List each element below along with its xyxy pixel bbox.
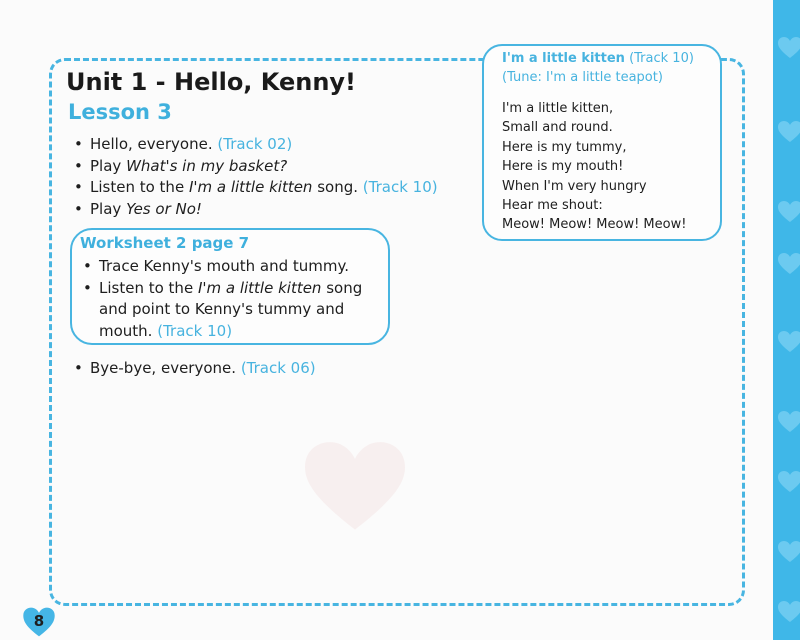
activity-item xyxy=(73,177,473,199)
activity-text: Play xyxy=(90,199,127,218)
heart-icon xyxy=(777,470,800,494)
heart-icon xyxy=(777,600,800,624)
lyric-line: I'm a little kitten, xyxy=(502,101,614,116)
heart-icon xyxy=(777,540,800,564)
activity-item xyxy=(73,358,473,380)
activity-text: Listen to the xyxy=(90,178,189,196)
edge-strip xyxy=(773,0,800,640)
lyric-line: When I'm very hungry xyxy=(502,178,647,194)
worksheet-title: Worksheet 2 page 7 xyxy=(80,234,250,252)
activity-text: Play xyxy=(90,156,127,175)
track-reference: (Track 06) xyxy=(240,359,316,377)
activity-item xyxy=(73,156,473,178)
activity-item xyxy=(73,134,473,156)
lyric-line: Small and round. xyxy=(502,120,613,136)
song-tune: (Tune: I'm a little teapot) xyxy=(502,70,663,85)
activity-text: song. xyxy=(312,178,359,196)
closing-list xyxy=(73,358,473,380)
heart-icon xyxy=(777,36,800,60)
heart-icon xyxy=(777,120,800,144)
lyric-line: Here is my tummy, xyxy=(502,139,627,155)
worksheet-text: Listen to the xyxy=(99,278,198,297)
page-number: 8 xyxy=(33,612,45,630)
activity-italic: What's in my basket? xyxy=(126,156,288,175)
track-reference: (Track 10) xyxy=(157,321,233,340)
track-reference: (Track 02) xyxy=(217,135,293,153)
activity-item xyxy=(73,199,473,221)
song-heading xyxy=(502,51,694,66)
worksheet-text: song and point to Kenny's tummy and mouth. xyxy=(99,278,363,340)
song-track: (Track 10) xyxy=(629,51,694,66)
worksheet-box xyxy=(70,228,390,345)
lyric-line: Here is my mouth! xyxy=(502,159,624,175)
heart-icon xyxy=(777,410,800,434)
lesson-title: Lesson 3 xyxy=(68,100,172,124)
song-box xyxy=(482,44,722,241)
song-title: I'm a little kitten xyxy=(502,51,625,66)
track-reference: (Track 10) xyxy=(362,178,438,196)
heart-icon xyxy=(777,330,800,354)
heart-icon xyxy=(777,252,800,276)
activity-text: Hello, everyone. xyxy=(90,135,213,153)
activity-italic: I'm a little kitten xyxy=(188,178,313,196)
heart-icon xyxy=(777,200,800,224)
worksheet-text: Trace Kenny's mouth and tummy. xyxy=(99,257,350,275)
activity-italic: Yes or No! xyxy=(126,199,202,218)
lyric-line: Hear me shout: xyxy=(502,198,603,214)
worksheet-list xyxy=(82,256,382,342)
worksheet-italic: I'm a little kitten xyxy=(197,278,322,297)
activity-text: Bye-bye, everyone. xyxy=(90,359,237,377)
song-lyrics xyxy=(502,99,686,235)
unit-title: Unit 1 - Hello, Kenny! xyxy=(66,68,356,96)
worksheet-item xyxy=(82,256,382,278)
worksheet-item xyxy=(82,278,382,343)
activity-list xyxy=(73,134,473,220)
lyric-line: Meow! Meow! Meow! Meow! xyxy=(502,217,687,233)
